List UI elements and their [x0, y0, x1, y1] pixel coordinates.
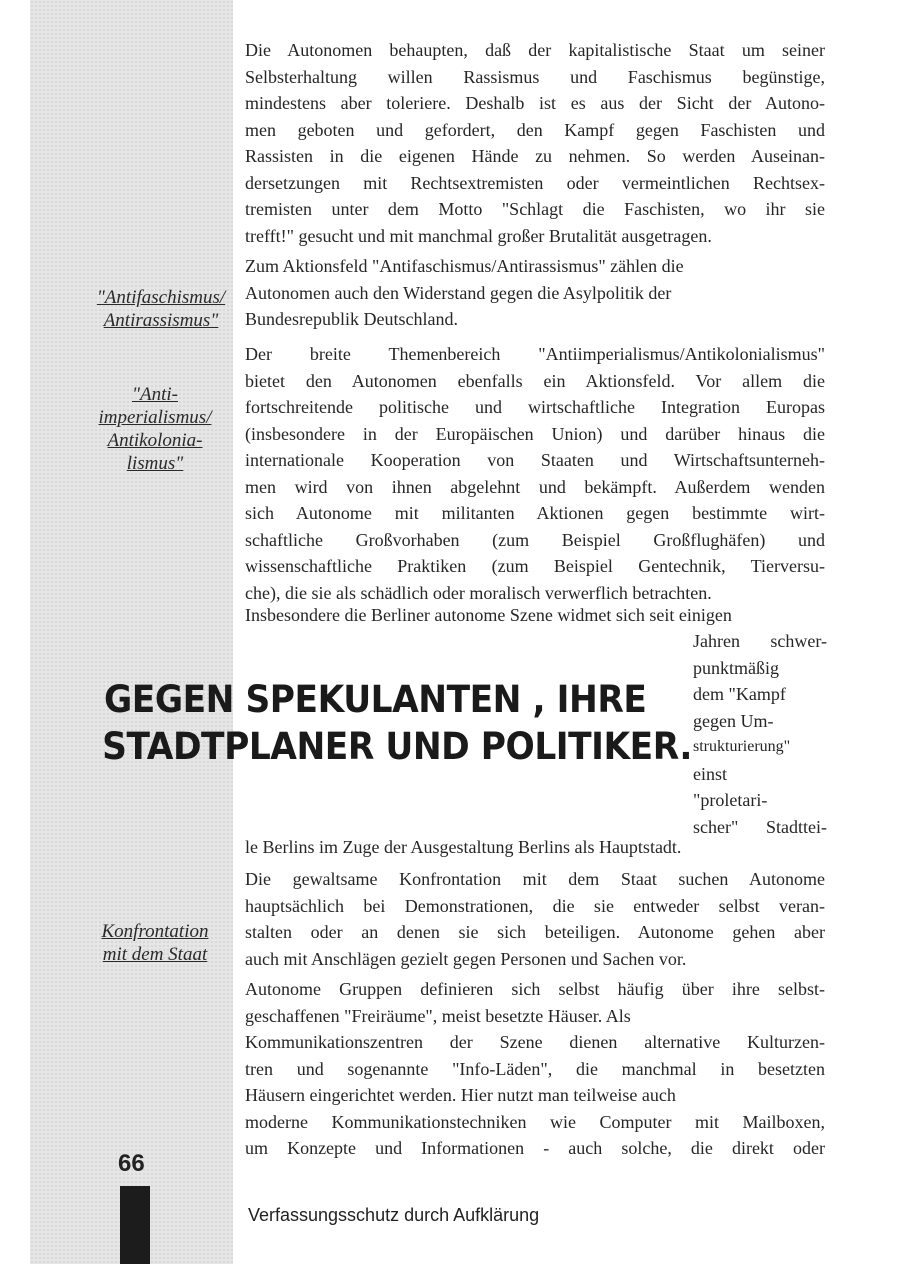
margin-note-antiimperialismus: "Anti- imperialismus/ Antikolonia- lismus"	[98, 384, 212, 474]
paragraph-4-last-line: le Berlins im Zuge der Ausgestaltung Berlins als Hauptstadt.	[245, 837, 682, 857]
page-marker-bar	[120, 1186, 150, 1264]
paragraph-6: Autonome Gruppen definieren sich selbst häufig über ihre selbst- geschaffenen "Freiräume", meist besetzte Häuser. Als Kommunikationszentren der Szene dienen alternative Kulturzen- tren und sogenannte "Info-Läden", die manchmal in besetzten Häusern eingerichtet werden. Hier nutzt man teilweise auch moderne Kommunikationstechniken wie Computer mit Mailboxen, um Konzepte und Informationen - auch solche, die direkt oder	[245, 979, 825, 1158]
paragraph-4-wrapped-column: Jahren schwer- punktmäßig dem "Kampf gegen Um- strukturierung" einst "proletari- scher" Stadttei-	[693, 631, 827, 837]
headline-graphic	[104, 676, 692, 770]
paragraph-2: Zum Aktionsfeld "Antifaschismus/Antirassismus" zählen die Autonomen auch den Widerstand gegen die Asylpolitik der Bundesrepublik Deutschland.	[245, 256, 684, 329]
margin-note-antifaschismus: "Antifaschismus/ Antirassismus"	[96, 287, 226, 331]
paragraph-3: Der breite Themenbereich "Antiimperialismus/Antikolonialismus" bietet den Autonomen ebenfalls ein Aktionsfeld. Vor allem die fortschreitende politische und wirtschaftliche Integration Europas (insbesondere in der Europäischen Union) und darüber hinaus die internationale Kooperation von Staaten und Wirtschaftsunterneh- men wird von ihnen abgelehnt und bekämpft. Außerdem wenden sich Autonome mit militanten Aktionen gegen bestimmte wirt- schaftliche Großvorhaben (zum Beispiel Großflughäfen) und wissenschaftliche Praktiken (zum Beispiel Gentechnik, Tierversu- che), die sie als schädlich oder moralisch verwerflich betrachten.	[245, 344, 825, 603]
margin-column	[30, 0, 233, 1264]
paragraph-4-first-line: Insbesondere die Berliner autonome Szene widmet sich seit einigen	[245, 605, 732, 625]
footer-text: Verfassungsschutz durch Aufklärung	[248, 1205, 540, 1225]
margin-note-konfrontation: Konfrontation mit dem Staat	[101, 921, 209, 965]
paragraph-1: Die Autonomen behaupten, daß der kapitalistische Staat um seiner Selbsterhaltung willen Rassismus und Faschismus begünstige, mindestens aber toleriere. Deshalb ist es aus der Sicht der Autono- men geboten und gefordert, den Kampf gegen Faschisten und Rassisten in die eigenen Hände zu nehmen. So werden Auseinan- dersetzungen mit Rechtsextremisten oder vermeintlichen Rechtsex- tremisten unter dem Motto "Schlagt die Faschisten, wo ihr sie trefft!" gesucht und mit manchmal großer Brutalität ausgetragen.	[245, 40, 825, 246]
headline-line-2: STADTPLANER UND POLITIKER.	[102, 725, 692, 768]
headline-line-1: GEGEN SPEKULANTEN , IHRE	[104, 678, 647, 721]
page-number: 66	[118, 1150, 145, 1177]
paragraph-5: Die gewaltsame Konfrontation mit dem Staat suchen Autonome hauptsächlich bei Demonstrationen, die sie entweder selbst veran- stalten oder an denen sie sich beteiligen. Autonome gehen aber auch mit Anschlägen gezielt gegen Personen und Sachen vor.	[245, 869, 825, 969]
